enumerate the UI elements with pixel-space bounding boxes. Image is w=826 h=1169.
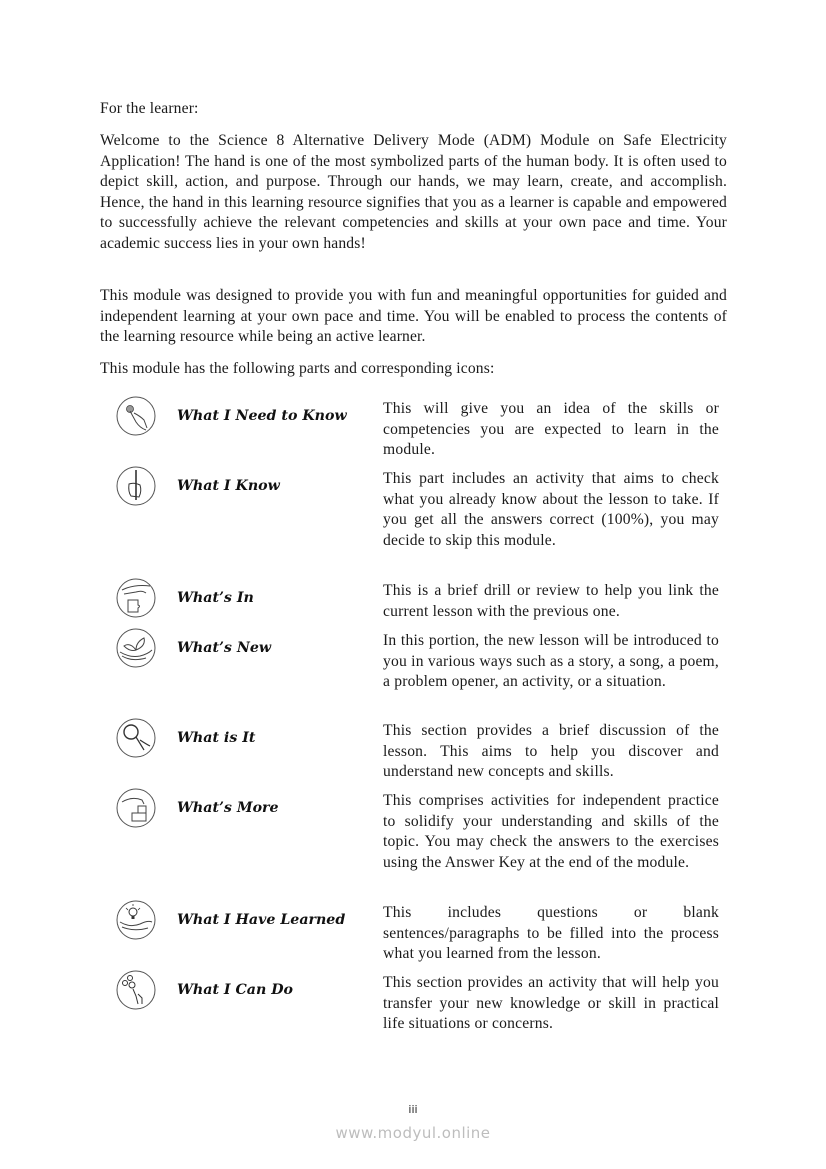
- part-title: What’s New: [177, 640, 272, 656]
- magnifying-glass-hand-icon: [116, 718, 156, 758]
- part-title: What I Have Learned: [177, 912, 346, 928]
- hand-pencil-icon: [116, 466, 156, 506]
- hand-gears-icon: [116, 970, 156, 1010]
- part-description: This section provides a brief discussion of the lesson. This aims to help you discover and understand new concepts and skills.: [383, 722, 719, 781]
- intro-paragraph-design: This module was designed to provide you with fun and meaningful opportunities for guided and independent learning at your own pace and time. You will be enabled to process the contents of the learning resource while being an active learner.: [100, 287, 727, 346]
- intro-heading: For the learner:: [100, 100, 199, 117]
- finger-touch-icon: [116, 396, 156, 436]
- hand-lightbulb-icon: [116, 900, 156, 940]
- part-title: What I Know: [177, 478, 280, 494]
- part-title: What is It: [177, 730, 256, 746]
- part-title: What I Can Do: [177, 982, 294, 998]
- part-description: This comprises activities for independent practice to solidify your understanding and skills of the topic. You may check the answers to the exercises using the Answer Key at the end of the module.: [383, 792, 719, 871]
- part-description: This will give you an idea of the skills or competencies you are expected to learn in the module.: [383, 400, 719, 459]
- intro-paragraph-parts: This module has the following parts and corresponding icons:: [100, 360, 495, 377]
- intro-paragraph-welcome: Welcome to the Science 8 Alternative Delivery Mode (ADM) Module on Safe Electricity Application! The hand is one of the most symbolized parts of the human body. It is often used to depict skill, action, and purpose. Through our hands, we may learn, create, and accomplish. Hence, the hand in this learning resource signifies that you as a learner is capable and empowered to successfully achieve the relevant competencies and skills at your own pace and time. Your academic success lies in your own hands!: [100, 132, 727, 252]
- part-description: In this portion, the new lesson will be introduced to you in various ways such as a story, a song, a poem, a problem opener, an activity, or a situation.: [383, 632, 719, 691]
- part-description: This part includes an activity that aims to check what you already know about the lesson to take. If you get all the answers correct (100%), you may decide to skip this module.: [383, 470, 719, 549]
- part-title: What’s More: [177, 800, 279, 816]
- part-description: This section provides an activity that will help you transfer your new knowledge or skill in practical life situations or concerns.: [383, 974, 719, 1033]
- hand-puzzle-icon: [116, 578, 156, 618]
- hand-blocks-icon: [116, 788, 156, 828]
- part-description: This is a brief drill or review to help you link the current lesson with the previous one.: [383, 582, 719, 620]
- part-title: What’s In: [177, 590, 254, 606]
- part-description: This includes questions or blank sentences/paragraphs to be filled into the process what you learned from the lesson.: [383, 904, 719, 963]
- hand-sprout-icon: [116, 628, 156, 668]
- part-title: What I Need to Know: [177, 408, 347, 424]
- watermark: www.modyul.online: [335, 1124, 491, 1142]
- page-number: iii: [408, 1103, 418, 1116]
